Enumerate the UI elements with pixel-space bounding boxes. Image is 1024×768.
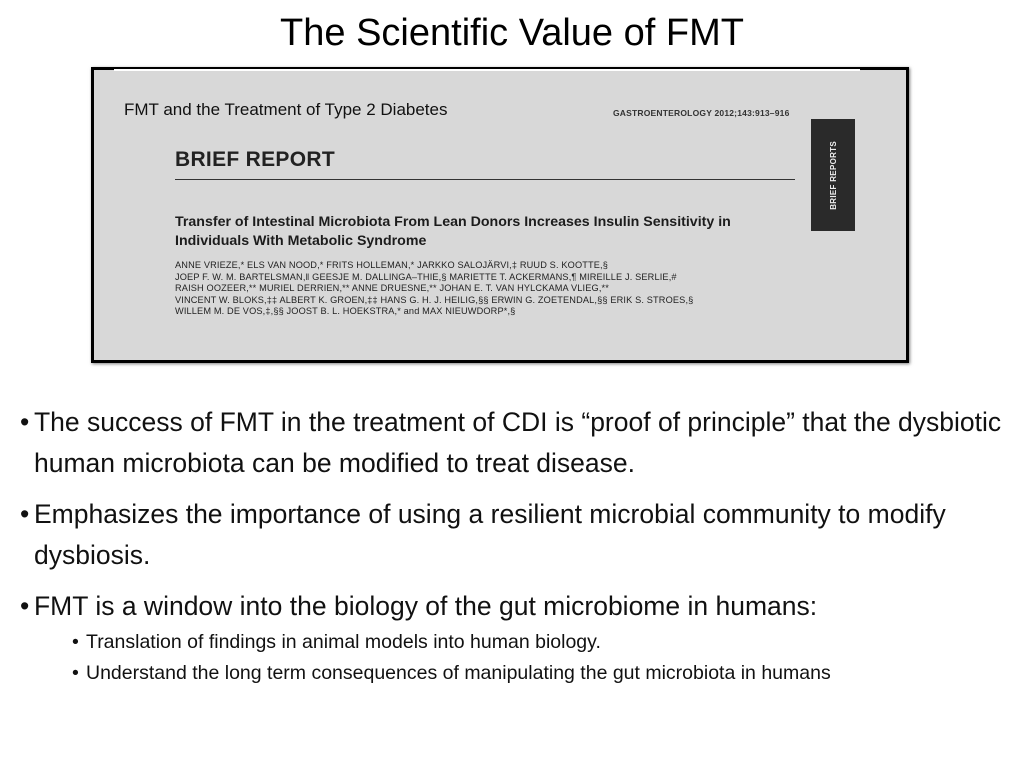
author-line: ANNE VRIEZE,* ELS VAN NOOD,* FRITS HOLLEMAN,* JARKKO SALOJÄRVI,‡ RUUD S. KOOTTE,§	[175, 260, 609, 270]
bullet-item	[20, 494, 1010, 576]
bullet-list	[20, 402, 1010, 689]
article-figure	[91, 67, 909, 363]
sub-bullet-item	[72, 658, 1010, 689]
author-line: VINCENT W. BLOKS,‡‡ ALBERT K. GROEN,‡‡ HANS G. H. J. HEILIG,§§ ERWIN G. ZOETENDAL,§§ ERIK S. STROES,§	[175, 294, 694, 305]
bullet-dot-icon: •	[72, 662, 79, 684]
sub-bullet-item	[72, 627, 1010, 658]
bullet-item	[20, 586, 1010, 627]
bullet-dot-icon: •	[20, 591, 30, 621]
side-tab	[811, 119, 855, 231]
author-line: WILLEM M. DE VOS,‡,§§ JOOST B. L. HOEKSTRA,* and MAX NIEUWDORP*,§	[175, 306, 516, 317]
side-tab-label: BRIEF REPORTS	[828, 140, 838, 210]
bullet-dot-icon: •	[72, 631, 79, 653]
author-list	[175, 260, 815, 318]
slide-title: The Scientific Value of FMT	[280, 12, 744, 54]
section-label: BRIEF REPORT	[175, 148, 335, 171]
bullet-text: FMT is a window into the biology of the gut microbiome in humans:	[34, 591, 818, 621]
bullet-text: Emphasizes the importance of using a resilient microbial community to modify dysbiosis.	[34, 499, 946, 570]
journal-citation: GASTROENTEROLOGY 2012;143:913–916	[613, 108, 790, 118]
bullet-item	[20, 402, 1010, 484]
bullet-dot-icon: •	[20, 407, 30, 437]
bullet-dot-icon: •	[20, 499, 30, 529]
author-line: RAISH OOZEER,** MURIEL DERRIEN,** ANNE DRUESNE,** JOHAN E. T. VAN HYLCKAMA VLIEG,**	[175, 283, 609, 294]
figure-top-edge	[114, 69, 860, 71]
sub-bullet-text: Understand the long term consequences of manipulating the gut microbiota in humans	[86, 662, 831, 684]
bullet-text: The success of FMT in the treatment of CDI is “proof of principle” that the dysbiotic human microbiota can be modified to treat disease.	[34, 407, 1002, 478]
article-title: Transfer of Intestinal Microbiota From Lean Donors Increases Insulin Sensitivity in Individuals With Metabolic Syndrome	[175, 214, 731, 249]
figure-caption: FMT and the Treatment of Type 2 Diabetes	[124, 100, 448, 119]
sub-bullet-text: Translation of findings in animal models into human biology.	[86, 631, 601, 653]
author-line: JOEP F. W. M. BARTELSMAN,‖ GEESJE M. DALLINGA–THIE,§ MARIETTE T. ACKERMANS,¶ MIREILLE J. SERLIE,#	[175, 271, 677, 282]
header-rule	[175, 179, 795, 180]
